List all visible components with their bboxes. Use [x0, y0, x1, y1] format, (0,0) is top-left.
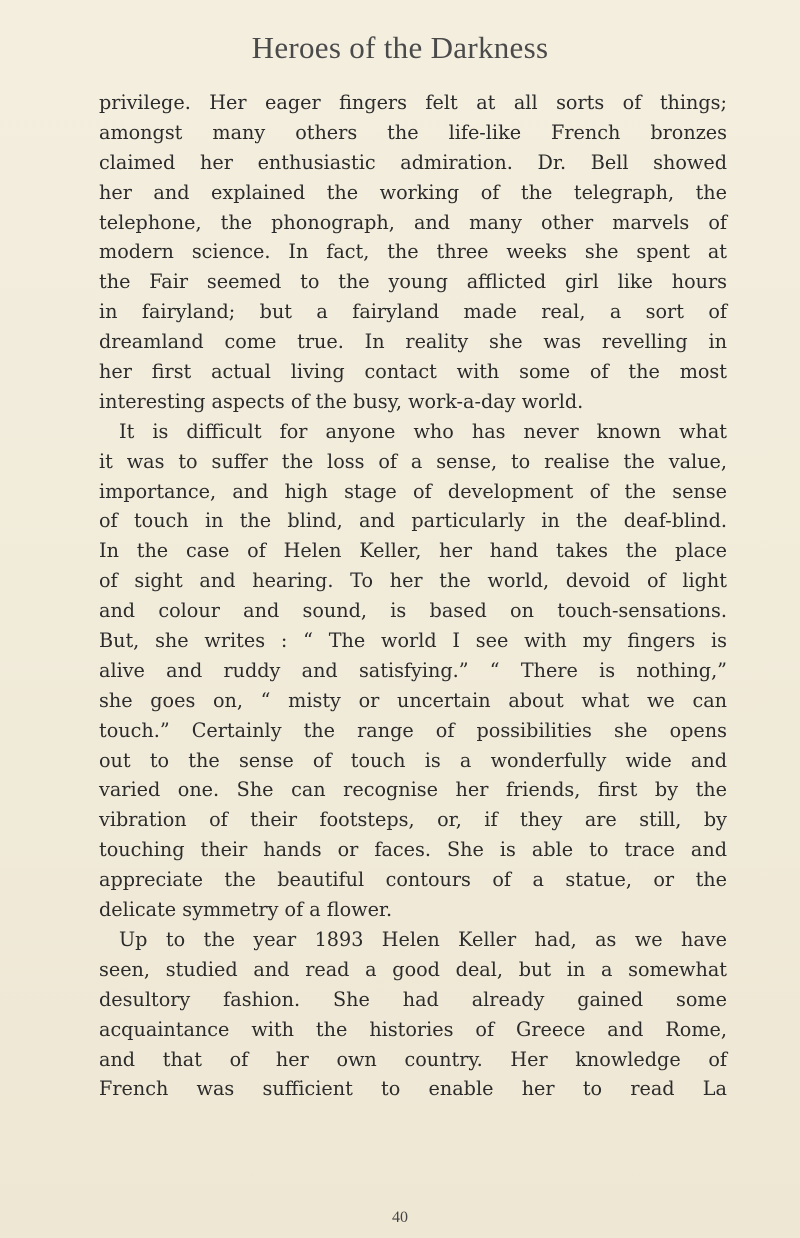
text-line: But, she writes : “ The world I see with my fingers is	[99, 629, 727, 653]
text-line: and that of her own country. Her knowledge of	[99, 1047, 727, 1071]
text-line: out to the sense of touch is a wonderfully wide and	[99, 748, 727, 772]
text-line: dreamland come true. In reality she was revelling in	[99, 330, 727, 354]
text-line: amongst many others the life-like French bronzes	[99, 120, 727, 144]
text-line: in fairyland; but a fairyland made real, a sort of	[99, 300, 727, 324]
text-line: varied one. She can recognise her friends, first by the	[99, 778, 727, 802]
text-line: claimed her enthusiastic admiration. Dr. Bell showed	[99, 150, 727, 174]
text-line: she goes on, “ misty or uncertain about what we can	[99, 688, 727, 712]
text-line: the Fair seemed to the young afflicted girl like hours	[99, 270, 727, 294]
text-line: alive and ruddy and satisfying.” “ There is nothing,”	[99, 658, 727, 682]
text-line: telephone, the phonograph, and many other marvels of	[99, 210, 727, 234]
text-line: desultory fashion. She had already gained some	[99, 987, 727, 1011]
text-line: delicate symmetry of a flower.	[99, 898, 393, 922]
text-line: French was sufficient to enable her to read La	[99, 1077, 727, 1101]
text-line: her and explained the working of the telegraph, the	[99, 180, 727, 204]
text-line: modern science. In fact, the three weeks she spent at	[99, 240, 727, 264]
text-line: interesting aspects of the busy, work-a-day world.	[99, 389, 584, 413]
text-line: vibration of their footsteps, or, if they are still, by	[99, 808, 727, 832]
text-line: privilege. Her eager fingers felt at all sorts of things;	[99, 91, 727, 114]
text-line: importance, and high stage of development of the sense	[99, 479, 727, 503]
text-line: touch.” Certainly the range of possibilities she opens	[99, 718, 727, 742]
text-line: it was to suffer the loss of a sense, to realise the value,	[99, 449, 727, 473]
text-line: of sight and hearing. To her the world, devoid of light	[99, 569, 727, 593]
text-line: It is difficult for anyone who has never known what	[119, 419, 727, 443]
body-text	[99, 88, 727, 1104]
text-line: of touch in the blind, and particularly in the deaf-blind.	[99, 509, 727, 533]
text-line: appreciate the beautiful contours of a statue, or the	[99, 868, 727, 892]
text-line: touching their hands or faces. She is able to trace and	[99, 838, 727, 862]
running-head: Heroes of the Darkness	[251, 30, 549, 65]
text-line: Up to the year 1893 Helen Keller had, as we have	[119, 927, 727, 951]
page-number: 40	[392, 1209, 408, 1226]
text-line: In the case of Helen Keller, her hand takes the place	[99, 539, 727, 563]
text-line: seen, studied and read a good deal, but in a somewhat	[99, 957, 727, 981]
text-line: acquaintance with the histories of Greece and Rome,	[99, 1017, 727, 1041]
text-line: and colour and sound, is based on touch-sensations.	[99, 599, 727, 623]
text-line: her first actual living contact with some of the most	[99, 360, 727, 384]
